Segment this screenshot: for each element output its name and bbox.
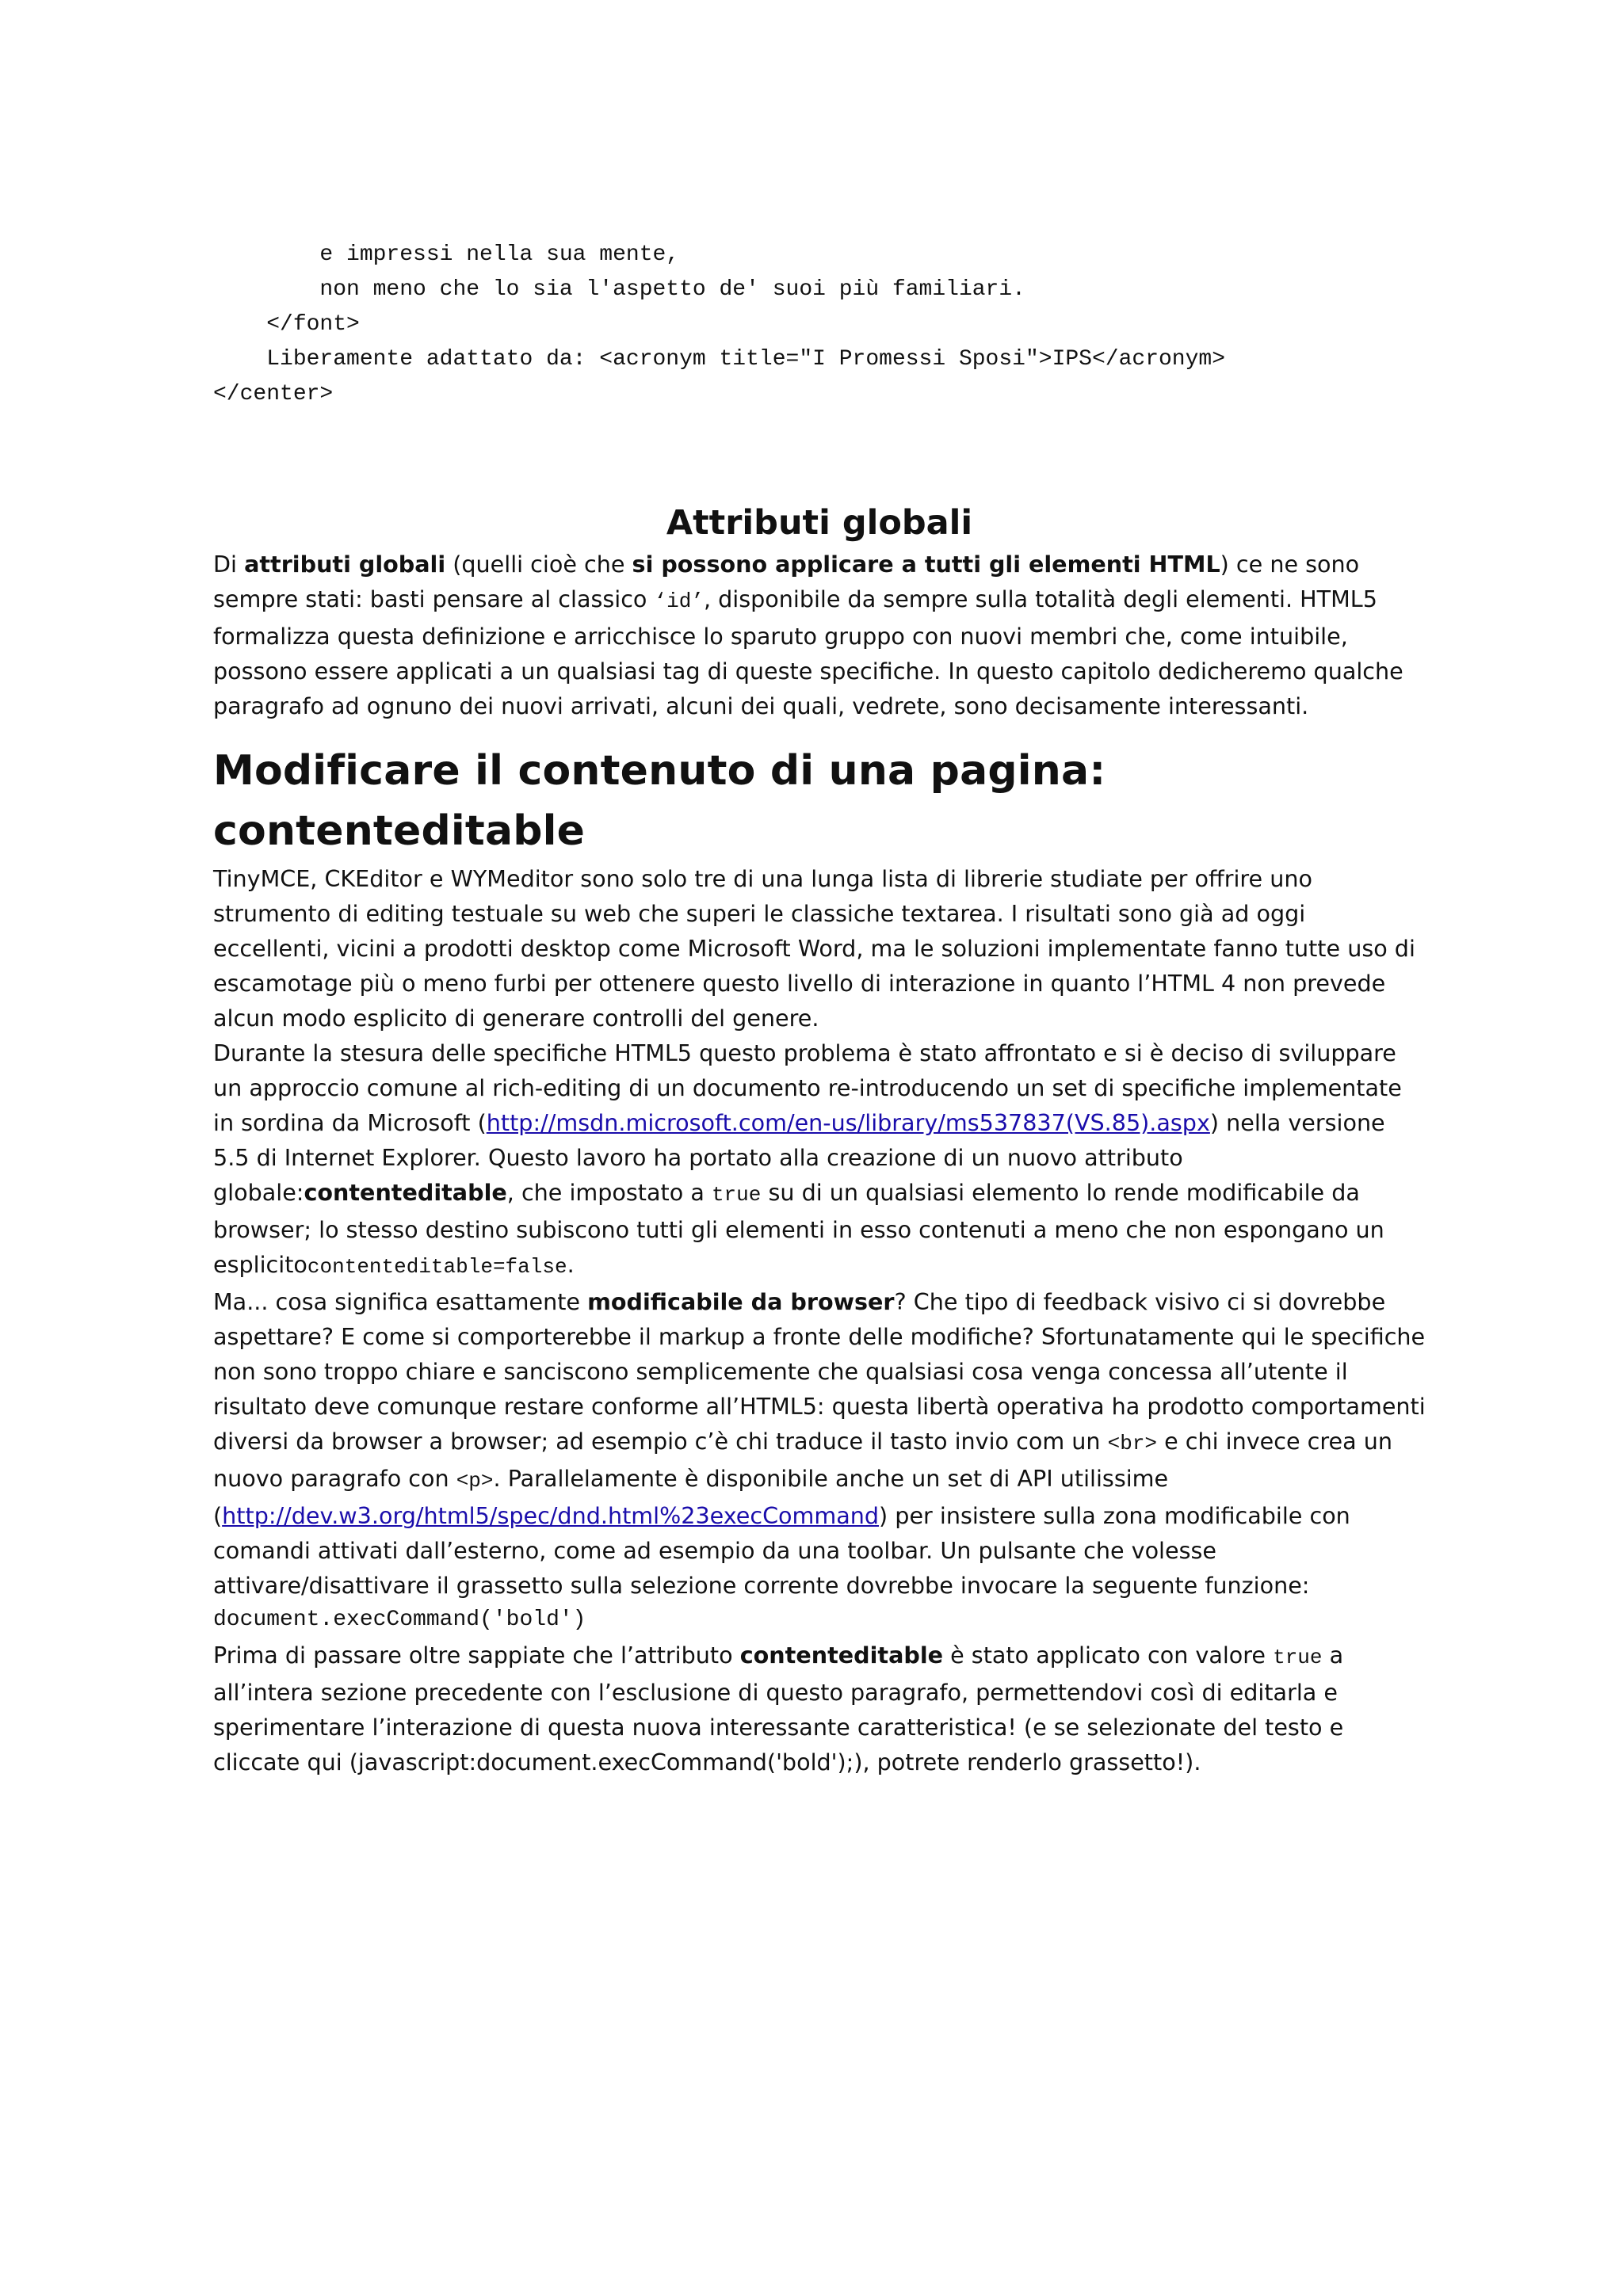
para2-text-1: Durante la stesura delle specifiche HTML5 questo problema è stato affrontato e si è deciso di sviluppare un approccio comune al rich-editing di un documento re-introducendo un set di specifiche implementate in sordina da Microsoft ( [213, 1039, 1402, 1136]
para2-text-4: su di un qualsiasi elemento lo rende modificabile da browser; lo stesso destino subiscono tutti gli elementi in esso contenuti a meno che non espongano un esplicito [213, 1179, 1384, 1278]
intro-paragraph [213, 547, 1426, 723]
para2-code-false: contenteditable=false [307, 1255, 567, 1279]
intro-bold-1: attributi globali [244, 551, 446, 578]
para4-text-1: Prima di passare oltre sappiate che l’attributo [213, 1642, 740, 1669]
paragraph-try-it [213, 1638, 1426, 1779]
msdn-link[interactable]: http://msdn.microsoft.com/en-us/library/ms537837(VS.85).aspx [486, 1109, 1210, 1136]
code-line: e impressi nella sua mente, [213, 242, 680, 267]
para2-bold-contenteditable: contenteditable [304, 1179, 507, 1206]
intro-code-id: ‘id’ [654, 589, 704, 613]
paragraph-editors: TinyMCE, CKEditor e WYMeditor sono solo tre di una lunga lista di librerie studiate per offrire uno strumento di editing testuale su web che superi le classiche textarea. I risultati sono già ad oggi eccellenti, vicini a prodotti desktop come Microsoft Word, ma le soluzioni implementate fanno tutte uso di escamotage più o meno furbi per ottenere questo livello di interazione in quanto l’HTML 4 non prevede alcun modo esplicito di generare controlli del genere. [213, 865, 1415, 1032]
page-content [213, 238, 1426, 1779]
para3-text-1: Ma... cosa significa esattamente [213, 1288, 588, 1315]
para2-text-5: . [567, 1251, 575, 1278]
para2-text-2: ) nella versione 5.5 di Internet Explorer. Questo lavoro ha portato alla creazione di un nuovo attributo globale: [213, 1109, 1385, 1206]
para4-text-2: è stato applicato con valore [943, 1642, 1274, 1669]
para2-code-true: true [711, 1183, 762, 1207]
para3-text-4: . Parallelamente è disponibile anche un set di API utilissime ( [213, 1465, 1169, 1529]
para3-text-2: ? Che tipo di feedback visivo ci si dovrebbe aspettare? E come si comporterebbe il markup a fronte delle modifiche? Sfortunatamente qui le specifiche non sono troppo chiare e sanciscono semplicemente che qualsiasi cosa venga concessa all’utente il risultato deve comunque restare conforme all’HTML5: questa libertà operativa ha prodotto comportamenti diversi da browser a browser; ad esempio c’è chi traduce il tasto invio com un [213, 1288, 1426, 1455]
para2-text-3: , che impostato a [506, 1179, 712, 1206]
para3-text-3: e chi invece crea un nuovo paragrafo con [213, 1428, 1392, 1492]
paragraph-browser-behaviour [213, 1284, 1426, 1603]
intro-text-1: Di [213, 551, 245, 578]
para3-code-br: <br> [1107, 1432, 1158, 1455]
code-line: </font> [213, 312, 360, 337]
para3-text-5: ) per insistere sulla zona modificabile con comandi attivati dall’esterno, come ad esempio da una toolbar. Un pulsante che volesse attivare/disattivare il grassetto sulla selezione corrente dovrebbe invocare la seguente funzione: [213, 1502, 1350, 1599]
code-center-close: </center> [213, 382, 334, 406]
w3-spec-link[interactable]: http://dev.w3.org/html5/spec/dnd.html%23execCommand [222, 1502, 880, 1529]
para3-code-p: <p> [456, 1469, 494, 1493]
paragraph-html5-spec [213, 1035, 1426, 1284]
code-exec-command: document.execCommand('bold') [213, 1608, 586, 1632]
para3-bold-modificabile: modificabile da browser [587, 1288, 895, 1315]
section-title: Attributi globali [666, 503, 973, 543]
code-line: Liberamente adattato da: <acronym title="I Promessi Sposi">IPS</acronym> [213, 347, 1226, 372]
code-block-top [213, 238, 1426, 377]
intro-bold-2: si possono applicare a tutti gli elementi HTML [632, 551, 1220, 578]
intro-text-4: , disponibile da sempre sulla totalità degli elementi. HTML5 formalizza questa definizione e arricchisce lo sparuto gruppo con nuovi membri che, come intuibile, possono essere applicati a un qualsiasi tag di queste specifiche. In questo capitolo dedicheremo qualche paragrafo ad ognuno dei nuovi arrivati, alcuni dei quali, vedrete, sono decisamente interessanti. [213, 585, 1403, 719]
para4-text-3: a all’intera sezione precedente con l’esclusione di questo paragrafo, permettendovi così di editarla e sperimentare l’interazione di questa nuova interessante caratteristica! (e se selezionate del testo e cliccate qui (javascript:document.execCommand('bold');), potrete renderlo grassetto!). [213, 1642, 1344, 1775]
main-title: Modificare il contenuto di una pagina: contenteditable [213, 747, 1106, 855]
para4-code-true: true [1273, 1646, 1323, 1669]
code-line: non meno che lo sia l'aspetto de' suoi più familiari. [213, 277, 1025, 302]
intro-text-3: ) ce ne sono sempre stati: basti pensare al classico [213, 551, 1360, 612]
intro-text-2: (quelli cioè che [445, 551, 632, 578]
para4-bold-contenteditable: contenteditable [739, 1642, 944, 1669]
